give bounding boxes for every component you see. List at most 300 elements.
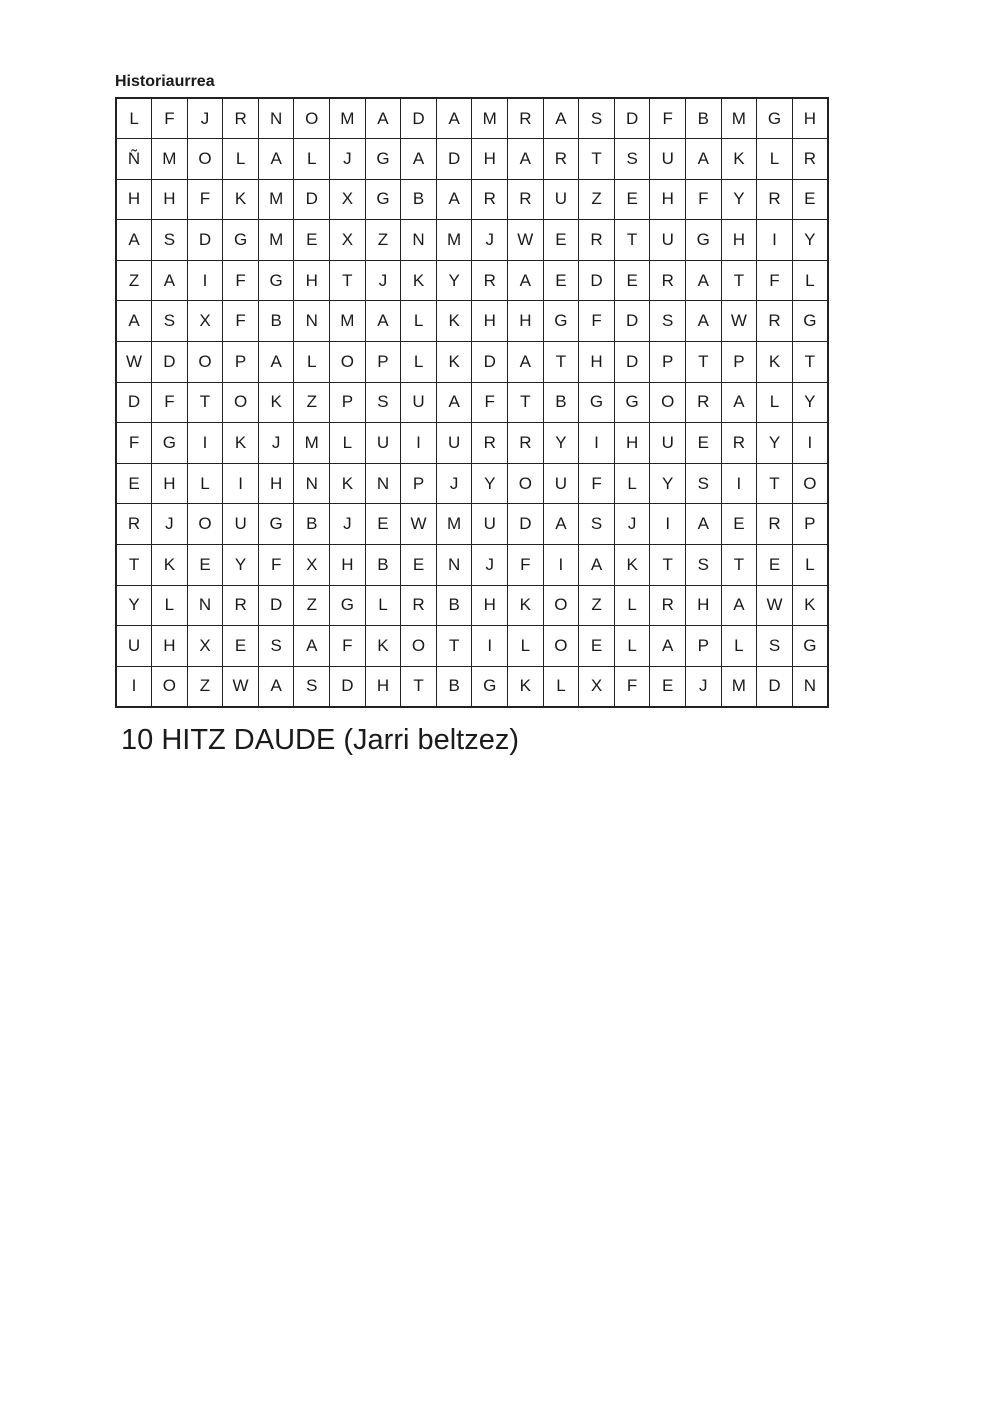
letter-cell[interactable]: F (650, 98, 686, 139)
letter-cell[interactable]: L (614, 585, 650, 626)
letter-cell[interactable]: E (614, 179, 650, 220)
letter-cell[interactable]: O (152, 666, 188, 707)
letter-cell[interactable]: K (436, 301, 472, 342)
letter-cell[interactable]: D (508, 504, 544, 545)
letter-cell[interactable]: T (330, 260, 366, 301)
letter-cell[interactable]: A (508, 342, 544, 383)
letter-cell[interactable]: B (294, 504, 330, 545)
letter-cell[interactable]: H (614, 423, 650, 464)
letter-cell[interactable]: R (650, 260, 686, 301)
letter-cell[interactable]: K (330, 463, 366, 504)
letter-cell[interactable]: R (401, 585, 437, 626)
letter-cell[interactable]: E (579, 626, 615, 667)
letter-cell[interactable]: G (365, 139, 401, 180)
letter-cell[interactable]: N (294, 301, 330, 342)
letter-cell[interactable]: G (543, 301, 579, 342)
letter-cell[interactable]: R (757, 179, 793, 220)
letter-cell[interactable]: R (757, 301, 793, 342)
letter-cell[interactable]: J (152, 504, 188, 545)
letter-cell[interactable]: D (152, 342, 188, 383)
letter-cell[interactable]: D (614, 342, 650, 383)
letter-cell[interactable]: X (330, 220, 366, 261)
letter-cell[interactable]: M (721, 666, 757, 707)
letter-cell[interactable]: T (686, 342, 722, 383)
letter-cell[interactable]: M (472, 98, 508, 139)
letter-cell[interactable]: U (650, 139, 686, 180)
letter-cell[interactable]: G (365, 179, 401, 220)
letter-cell[interactable]: I (401, 423, 437, 464)
letter-cell[interactable]: L (330, 423, 366, 464)
letter-cell[interactable]: G (152, 423, 188, 464)
letter-cell[interactable]: T (543, 342, 579, 383)
letter-cell[interactable]: L (365, 585, 401, 626)
letter-cell[interactable]: T (579, 139, 615, 180)
letter-cell[interactable]: L (614, 463, 650, 504)
letter-cell[interactable]: I (650, 504, 686, 545)
letter-cell[interactable]: S (579, 504, 615, 545)
letter-cell[interactable]: N (792, 666, 828, 707)
letter-cell[interactable]: A (508, 139, 544, 180)
letter-cell[interactable]: W (401, 504, 437, 545)
letter-cell[interactable]: S (258, 626, 294, 667)
letter-cell[interactable]: G (258, 504, 294, 545)
letter-cell[interactable]: O (508, 463, 544, 504)
letter-cell[interactable]: A (365, 301, 401, 342)
letter-cell[interactable]: H (152, 179, 188, 220)
letter-cell[interactable]: X (330, 179, 366, 220)
letter-cell[interactable]: K (792, 585, 828, 626)
letter-cell[interactable]: H (686, 585, 722, 626)
letter-cell[interactable]: Z (579, 585, 615, 626)
letter-cell[interactable]: B (543, 382, 579, 423)
letter-cell[interactable]: A (686, 301, 722, 342)
letter-cell[interactable]: A (436, 98, 472, 139)
letter-cell[interactable]: O (223, 382, 259, 423)
letter-cell[interactable]: D (330, 666, 366, 707)
letter-cell[interactable]: G (792, 301, 828, 342)
letter-cell[interactable]: U (650, 220, 686, 261)
letter-cell[interactable]: L (152, 585, 188, 626)
letter-cell[interactable]: F (614, 666, 650, 707)
letter-cell[interactable]: W (757, 585, 793, 626)
letter-cell[interactable]: L (401, 342, 437, 383)
letter-cell[interactable]: R (116, 504, 152, 545)
letter-cell[interactable]: G (330, 585, 366, 626)
letter-cell[interactable]: D (436, 139, 472, 180)
letter-cell[interactable]: J (472, 220, 508, 261)
letter-cell[interactable]: F (152, 382, 188, 423)
letter-cell[interactable]: L (721, 626, 757, 667)
letter-cell[interactable]: K (223, 179, 259, 220)
letter-cell[interactable]: A (650, 626, 686, 667)
letter-cell[interactable]: J (258, 423, 294, 464)
letter-cell[interactable]: B (365, 545, 401, 586)
letter-cell[interactable]: J (472, 545, 508, 586)
letter-cell[interactable]: L (757, 382, 793, 423)
letter-cell[interactable]: A (294, 626, 330, 667)
letter-cell[interactable]: N (365, 463, 401, 504)
letter-cell[interactable]: Y (436, 260, 472, 301)
letter-cell[interactable]: D (579, 260, 615, 301)
letter-cell[interactable]: I (472, 626, 508, 667)
letter-cell[interactable]: K (401, 260, 437, 301)
letter-cell[interactable]: O (401, 626, 437, 667)
letter-cell[interactable]: F (508, 545, 544, 586)
letter-cell[interactable]: F (116, 423, 152, 464)
letter-cell[interactable]: X (187, 626, 223, 667)
letter-cell[interactable]: Y (223, 545, 259, 586)
letter-cell[interactable]: A (401, 139, 437, 180)
letter-cell[interactable]: M (330, 98, 366, 139)
letter-cell[interactable]: E (792, 179, 828, 220)
letter-cell[interactable]: Y (792, 220, 828, 261)
letter-cell[interactable]: N (401, 220, 437, 261)
letter-cell[interactable]: E (686, 423, 722, 464)
letter-cell[interactable]: W (116, 342, 152, 383)
letter-cell[interactable]: Z (365, 220, 401, 261)
letter-cell[interactable]: K (152, 545, 188, 586)
letter-cell[interactable]: B (401, 179, 437, 220)
letter-cell[interactable]: S (686, 463, 722, 504)
letter-cell[interactable]: R (543, 139, 579, 180)
letter-cell[interactable]: T (401, 666, 437, 707)
letter-cell[interactable]: A (543, 98, 579, 139)
letter-cell[interactable]: N (436, 545, 472, 586)
letter-cell[interactable]: A (508, 260, 544, 301)
letter-cell[interactable]: O (187, 139, 223, 180)
letter-cell[interactable]: K (508, 585, 544, 626)
letter-cell[interactable]: S (152, 301, 188, 342)
letter-cell[interactable]: O (187, 342, 223, 383)
letter-cell[interactable]: G (472, 666, 508, 707)
letter-cell[interactable]: H (508, 301, 544, 342)
letter-cell[interactable]: O (294, 98, 330, 139)
letter-cell[interactable]: U (650, 423, 686, 464)
letter-cell[interactable]: B (686, 98, 722, 139)
letter-cell[interactable]: Ñ (116, 139, 152, 180)
letter-cell[interactable]: A (686, 139, 722, 180)
letter-cell[interactable]: I (721, 463, 757, 504)
letter-cell[interactable]: P (223, 342, 259, 383)
letter-cell[interactable]: D (614, 98, 650, 139)
letter-cell[interactable]: L (614, 626, 650, 667)
letter-cell[interactable]: D (614, 301, 650, 342)
letter-cell[interactable]: P (721, 342, 757, 383)
letter-cell[interactable]: I (757, 220, 793, 261)
letter-cell[interactable]: P (686, 626, 722, 667)
letter-cell[interactable]: E (650, 666, 686, 707)
letter-cell[interactable]: I (116, 666, 152, 707)
letter-cell[interactable]: G (614, 382, 650, 423)
letter-cell[interactable]: E (223, 626, 259, 667)
letter-cell[interactable]: K (365, 626, 401, 667)
letter-cell[interactable]: D (294, 179, 330, 220)
letter-cell[interactable]: W (721, 301, 757, 342)
letter-cell[interactable]: A (436, 382, 472, 423)
letter-cell[interactable]: K (721, 139, 757, 180)
letter-cell[interactable]: Y (721, 179, 757, 220)
letter-cell[interactable]: S (614, 139, 650, 180)
letter-cell[interactable]: H (472, 585, 508, 626)
letter-cell[interactable]: R (721, 423, 757, 464)
letter-cell[interactable]: G (223, 220, 259, 261)
letter-cell[interactable]: H (650, 179, 686, 220)
letter-cell[interactable]: D (187, 220, 223, 261)
letter-cell[interactable]: G (258, 260, 294, 301)
letter-cell[interactable]: E (294, 220, 330, 261)
letter-cell[interactable]: O (330, 342, 366, 383)
letter-cell[interactable]: U (472, 504, 508, 545)
letter-cell[interactable]: L (294, 139, 330, 180)
letter-cell[interactable]: H (792, 98, 828, 139)
letter-cell[interactable]: T (650, 545, 686, 586)
letter-cell[interactable]: P (792, 504, 828, 545)
letter-cell[interactable]: L (116, 98, 152, 139)
letter-cell[interactable]: P (365, 342, 401, 383)
letter-cell[interactable]: I (792, 423, 828, 464)
letter-cell[interactable]: U (401, 382, 437, 423)
letter-cell[interactable]: A (152, 260, 188, 301)
letter-cell[interactable]: G (686, 220, 722, 261)
letter-cell[interactable]: U (116, 626, 152, 667)
letter-cell[interactable]: W (508, 220, 544, 261)
letter-cell[interactable]: R (508, 423, 544, 464)
letter-cell[interactable]: R (472, 260, 508, 301)
letter-cell[interactable]: Y (650, 463, 686, 504)
letter-cell[interactable]: W (223, 666, 259, 707)
letter-cell[interactable]: E (401, 545, 437, 586)
letter-cell[interactable]: L (294, 342, 330, 383)
letter-cell[interactable]: Y (472, 463, 508, 504)
letter-cell[interactable]: F (579, 301, 615, 342)
letter-cell[interactable]: L (543, 666, 579, 707)
letter-cell[interactable]: P (330, 382, 366, 423)
letter-cell[interactable]: H (721, 220, 757, 261)
letter-cell[interactable]: J (187, 98, 223, 139)
letter-cell[interactable]: K (614, 545, 650, 586)
letter-cell[interactable]: S (650, 301, 686, 342)
letter-cell[interactable]: M (258, 220, 294, 261)
letter-cell[interactable]: E (187, 545, 223, 586)
letter-cell[interactable]: F (472, 382, 508, 423)
letter-cell[interactable]: U (543, 179, 579, 220)
letter-cell[interactable]: M (436, 220, 472, 261)
letter-cell[interactable]: A (686, 504, 722, 545)
letter-cell[interactable]: J (686, 666, 722, 707)
letter-cell[interactable]: F (223, 301, 259, 342)
letter-cell[interactable]: S (294, 666, 330, 707)
letter-cell[interactable]: S (757, 626, 793, 667)
letter-cell[interactable]: E (614, 260, 650, 301)
letter-cell[interactable]: T (508, 382, 544, 423)
letter-cell[interactable]: A (116, 220, 152, 261)
letter-cell[interactable]: S (365, 382, 401, 423)
letter-cell[interactable]: B (436, 666, 472, 707)
letter-cell[interactable]: A (116, 301, 152, 342)
letter-cell[interactable]: L (223, 139, 259, 180)
letter-cell[interactable]: E (543, 260, 579, 301)
letter-cell[interactable]: B (258, 301, 294, 342)
letter-cell[interactable]: O (543, 585, 579, 626)
letter-cell[interactable]: R (223, 585, 259, 626)
letter-cell[interactable]: T (187, 382, 223, 423)
letter-cell[interactable]: A (721, 382, 757, 423)
letter-cell[interactable]: Y (543, 423, 579, 464)
letter-cell[interactable]: U (436, 423, 472, 464)
letter-cell[interactable]: I (579, 423, 615, 464)
letter-cell[interactable]: D (757, 666, 793, 707)
letter-cell[interactable]: M (294, 423, 330, 464)
letter-cell[interactable]: M (721, 98, 757, 139)
letter-cell[interactable]: E (116, 463, 152, 504)
letter-cell[interactable]: G (757, 98, 793, 139)
letter-cell[interactable]: O (187, 504, 223, 545)
letter-cell[interactable]: T (614, 220, 650, 261)
letter-cell[interactable]: D (116, 382, 152, 423)
letter-cell[interactable]: Y (792, 382, 828, 423)
letter-cell[interactable]: I (223, 463, 259, 504)
letter-cell[interactable]: M (330, 301, 366, 342)
letter-cell[interactable]: J (436, 463, 472, 504)
letter-cell[interactable]: L (757, 139, 793, 180)
letter-cell[interactable]: X (187, 301, 223, 342)
letter-cell[interactable]: M (436, 504, 472, 545)
letter-cell[interactable]: O (543, 626, 579, 667)
letter-cell[interactable]: F (579, 463, 615, 504)
letter-cell[interactable]: N (187, 585, 223, 626)
letter-cell[interactable]: Z (294, 382, 330, 423)
letter-cell[interactable]: R (686, 382, 722, 423)
letter-cell[interactable]: T (721, 545, 757, 586)
letter-cell[interactable]: B (436, 585, 472, 626)
letter-cell[interactable]: D (472, 342, 508, 383)
letter-cell[interactable]: R (223, 98, 259, 139)
letter-cell[interactable]: T (792, 342, 828, 383)
letter-cell[interactable]: H (116, 179, 152, 220)
letter-cell[interactable]: R (757, 504, 793, 545)
letter-cell[interactable]: A (258, 139, 294, 180)
letter-cell[interactable]: A (258, 666, 294, 707)
letter-cell[interactable]: H (152, 463, 188, 504)
letter-cell[interactable]: E (721, 504, 757, 545)
letter-cell[interactable]: U (365, 423, 401, 464)
letter-cell[interactable]: U (543, 463, 579, 504)
letter-cell[interactable]: R (472, 423, 508, 464)
letter-cell[interactable]: S (152, 220, 188, 261)
letter-cell[interactable]: A (543, 504, 579, 545)
letter-cell[interactable]: R (579, 220, 615, 261)
letter-cell[interactable]: K (258, 382, 294, 423)
letter-cell[interactable]: T (757, 463, 793, 504)
letter-cell[interactable]: H (472, 139, 508, 180)
letter-cell[interactable]: R (508, 98, 544, 139)
letter-cell[interactable]: L (187, 463, 223, 504)
letter-cell[interactable]: H (365, 666, 401, 707)
letter-cell[interactable]: Y (757, 423, 793, 464)
letter-cell[interactable]: O (650, 382, 686, 423)
letter-cell[interactable]: F (330, 626, 366, 667)
letter-cell[interactable]: P (650, 342, 686, 383)
letter-cell[interactable]: D (401, 98, 437, 139)
letter-cell[interactable]: J (365, 260, 401, 301)
letter-cell[interactable]: H (330, 545, 366, 586)
letter-cell[interactable]: F (152, 98, 188, 139)
letter-cell[interactable]: A (721, 585, 757, 626)
letter-cell[interactable]: D (258, 585, 294, 626)
letter-cell[interactable]: J (330, 139, 366, 180)
letter-cell[interactable]: X (294, 545, 330, 586)
letter-cell[interactable]: L (508, 626, 544, 667)
letter-cell[interactable]: R (508, 179, 544, 220)
letter-cell[interactable]: A (436, 179, 472, 220)
letter-cell[interactable]: K (223, 423, 259, 464)
letter-cell[interactable]: N (258, 98, 294, 139)
letter-cell[interactable]: T (436, 626, 472, 667)
letter-cell[interactable]: F (258, 545, 294, 586)
letter-cell[interactable]: L (792, 545, 828, 586)
letter-cell[interactable]: F (757, 260, 793, 301)
letter-cell[interactable]: K (508, 666, 544, 707)
letter-cell[interactable]: R (472, 179, 508, 220)
letter-cell[interactable]: L (401, 301, 437, 342)
letter-cell[interactable]: Z (116, 260, 152, 301)
letter-cell[interactable]: E (757, 545, 793, 586)
letter-cell[interactable]: G (792, 626, 828, 667)
letter-cell[interactable]: H (152, 626, 188, 667)
letter-cell[interactable]: X (579, 666, 615, 707)
letter-cell[interactable]: J (614, 504, 650, 545)
letter-cell[interactable]: A (365, 98, 401, 139)
letter-cell[interactable]: A (686, 260, 722, 301)
letter-cell[interactable]: P (401, 463, 437, 504)
letter-cell[interactable]: J (330, 504, 366, 545)
letter-cell[interactable]: H (472, 301, 508, 342)
letter-cell[interactable]: F (187, 179, 223, 220)
letter-cell[interactable]: F (223, 260, 259, 301)
letter-cell[interactable]: E (543, 220, 579, 261)
letter-cell[interactable]: E (365, 504, 401, 545)
letter-cell[interactable]: H (258, 463, 294, 504)
letter-cell[interactable]: I (187, 423, 223, 464)
letter-cell[interactable]: F (686, 179, 722, 220)
letter-cell[interactable]: H (294, 260, 330, 301)
letter-cell[interactable]: R (792, 139, 828, 180)
letter-cell[interactable]: L (792, 260, 828, 301)
letter-cell[interactable]: R (650, 585, 686, 626)
letter-cell[interactable]: Z (294, 585, 330, 626)
letter-cell[interactable]: I (187, 260, 223, 301)
letter-cell[interactable]: Z (187, 666, 223, 707)
letter-cell[interactable]: I (543, 545, 579, 586)
letter-cell[interactable]: G (579, 382, 615, 423)
letter-cell[interactable]: S (686, 545, 722, 586)
letter-cell[interactable]: N (294, 463, 330, 504)
letter-cell[interactable]: T (721, 260, 757, 301)
letter-cell[interactable]: Z (579, 179, 615, 220)
letter-cell[interactable]: K (436, 342, 472, 383)
letter-cell[interactable]: Y (116, 585, 152, 626)
letter-cell[interactable]: S (579, 98, 615, 139)
letter-cell[interactable]: K (757, 342, 793, 383)
letter-cell[interactable]: M (258, 179, 294, 220)
letter-cell[interactable]: T (116, 545, 152, 586)
letter-cell[interactable]: H (579, 342, 615, 383)
letter-cell[interactable]: M (152, 139, 188, 180)
letter-cell[interactable]: O (792, 463, 828, 504)
letter-cell[interactable]: A (579, 545, 615, 586)
letter-cell[interactable]: A (258, 342, 294, 383)
letter-cell[interactable]: U (223, 504, 259, 545)
